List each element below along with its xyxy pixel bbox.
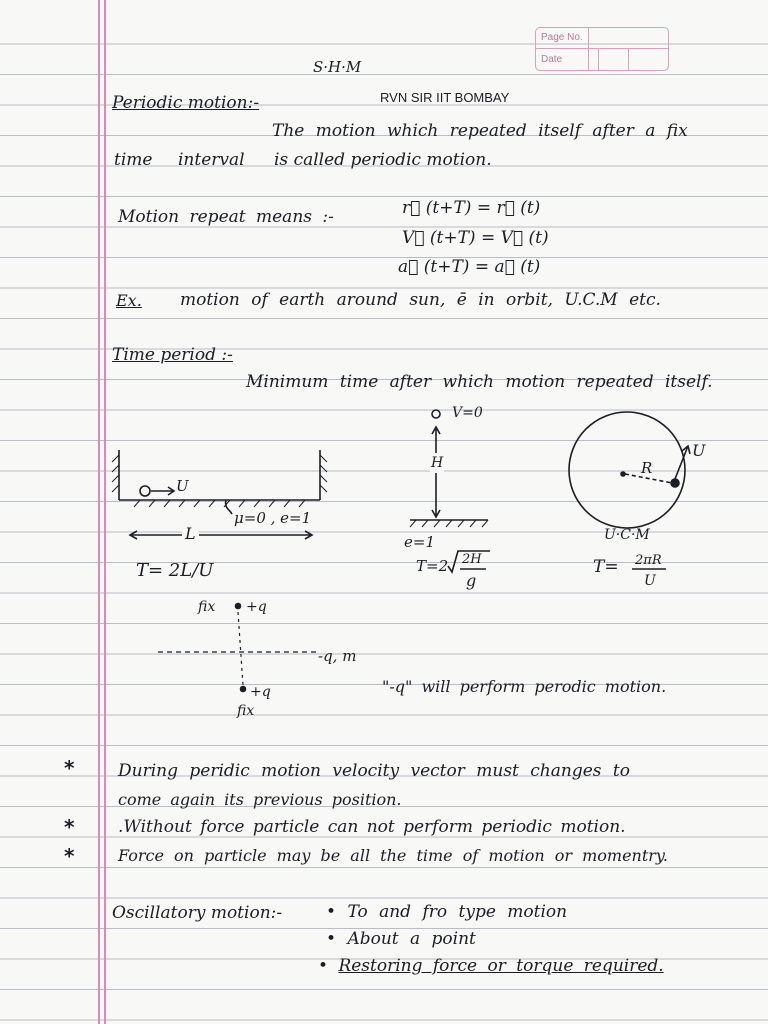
note3: Force on particle may be all the time of motion or momentry.: [118, 846, 668, 865]
periodic-definition-line1: The motion which repeated itself after a fix: [272, 121, 688, 141]
page-no-label: Page No.: [541, 32, 583, 43]
vertical-height-label: H: [431, 455, 444, 471]
page-title: S·H·M: [313, 58, 362, 76]
motion-repeat-label: Motion repeat means :-: [118, 207, 334, 227]
vertical-formula-numerator: 2H: [462, 552, 482, 567]
oscillatory-item-1: • To and fro type motion: [326, 902, 568, 922]
date-label: Date: [541, 54, 563, 65]
equation-position: r⃗ (t+T) = r⃗ (t): [402, 198, 541, 218]
ucm-center: [621, 472, 625, 476]
box-ball: [140, 486, 150, 496]
ucm-velocity-label: U: [692, 441, 706, 460]
middle-charge-label: -q, m: [318, 647, 357, 665]
example-text: motion of earth around sun, ē in orbit, U.C.M etc.: [180, 290, 661, 310]
time-period-definition: Minimum time after which motion repeated itself.: [246, 372, 713, 392]
note-star-3: *: [64, 844, 75, 868]
top-fix-label: fix: [198, 599, 216, 615]
oscillatory-item-2: • About a point: [326, 929, 476, 949]
note-star-2: *: [64, 815, 75, 839]
box-velocity-label: U: [176, 477, 189, 495]
oscillatory-item-3: • Restoring force or torque required.: [318, 956, 664, 976]
note2: .Without force particle can not perform periodic motion.: [118, 817, 626, 837]
ucm-radius-label: R: [641, 459, 653, 477]
box-period-formula: T= 2L/U: [136, 560, 214, 581]
box-length-label: L: [182, 524, 199, 544]
equation-velocity: V⃗ (t+T) = V⃗ (t): [402, 228, 549, 248]
ucm-particle: [671, 479, 679, 487]
oscillatory-item-3-text: Restoring force or torque required.: [338, 956, 664, 976]
ucm-circle: [569, 412, 685, 528]
ucm-label: U·C·M: [604, 527, 650, 543]
periodic-definition-word-interval: interval: [178, 150, 245, 170]
ucm-formula-denominator: U: [644, 573, 656, 589]
example-label: Ex.: [116, 291, 142, 310]
periodic-motion-heading: Periodic motion:-: [112, 93, 260, 113]
equation-acceleration: a⃗ (t+T) = a⃗ (t): [398, 257, 541, 277]
vertical-formula-denominator: g: [466, 571, 477, 590]
oscillatory-heading: Oscillatory motion:-: [112, 903, 283, 923]
top-charge-label: +q: [246, 599, 267, 615]
top-charge-dot: [236, 604, 241, 609]
vertical-top-velocity: V=0: [452, 405, 483, 421]
periodic-definition-word-time: time: [114, 150, 153, 170]
charge-axis-vertical: [238, 612, 243, 685]
bottom-fix-label: fix: [237, 703, 255, 719]
time-period-heading: Time period :-: [112, 345, 233, 365]
oscillatory-item-1-text: To and fro type motion: [347, 902, 568, 922]
bottom-charge-label: +q: [250, 684, 271, 700]
charges-note: "-q" will perform perodic motion.: [382, 677, 667, 696]
periodic-definition-line2: is called periodic motion.: [274, 150, 492, 170]
vertical-ground-hatching: [410, 520, 488, 527]
vertical-restitution-label: e=1: [404, 533, 435, 551]
note1-line1: During peridic motion velocity vector must changes to: [118, 761, 630, 781]
vertical-formula-prefix: T=2: [416, 557, 449, 575]
vertical-ball: [432, 410, 440, 418]
oscillatory-item-2-text: About a point: [347, 929, 476, 949]
bottom-charge-dot: [241, 687, 246, 692]
note1-line2: come again its previous position.: [118, 790, 402, 809]
ucm-formula-numerator: 2πR: [635, 553, 662, 568]
box-conditions-label: μ=0 , e=1: [234, 509, 312, 527]
watermark-text: RVN SIR IIT BOMBAY: [380, 90, 510, 105]
note-star-1: *: [64, 756, 75, 780]
ucm-formula-prefix: T=: [593, 557, 619, 577]
